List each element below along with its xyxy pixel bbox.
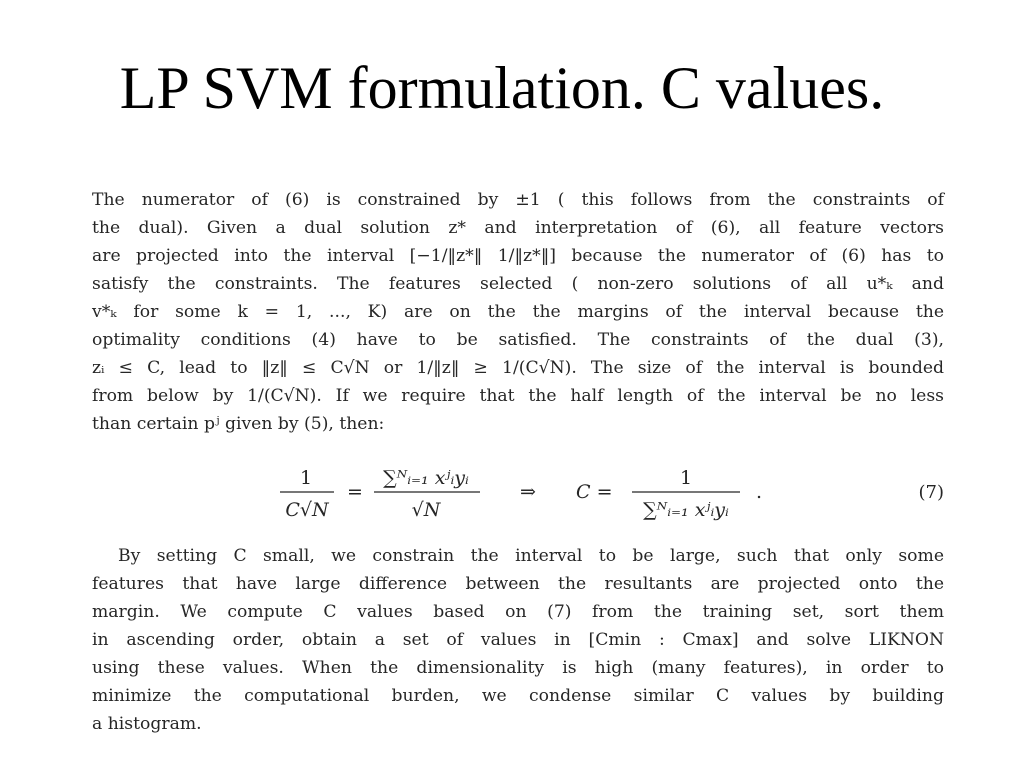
equation-7	[92, 460, 944, 530]
text-line: a histogram.	[92, 714, 202, 734]
text-line: optimality conditions (4) have to be satisfied. The constraints of the dual (3),	[92, 330, 944, 350]
text-line: from below by 1/(C√N). If we require that the half length of the interval be no less	[92, 386, 944, 406]
text-line: By setting C small, we constrain the interval to be large, such that only some	[118, 546, 944, 566]
text-line: margin. We compute C values based on (7) from the training set, sort them	[92, 602, 944, 622]
eq-implies-arrow: ⇒	[520, 481, 536, 503]
eq-rhs-numerator: 1	[679, 467, 693, 489]
eq-rhs-denominator: ∑ᴺᵢ₌₁ xʲᵢyᵢ	[643, 499, 729, 521]
eq-trailing-period: .	[756, 481, 763, 503]
eq-rhs-lead: C =	[576, 481, 613, 503]
eq-lhs-numerator: 1	[299, 467, 313, 489]
slide-title: LP SVM formulation. C values.	[119, 55, 885, 121]
text-line: The numerator of (6) is constrained by ±1 ( this follows from the constraints of	[92, 190, 944, 210]
eq-mid-numerator: ∑ᴺᵢ₌₁ xʲᵢyᵢ	[383, 467, 469, 489]
eq-equals: =	[347, 481, 363, 503]
eq-mid-denominator: √N	[411, 499, 441, 521]
text-line: the dual). Given a dual solution z* and interpretation of (6), all feature vectors	[92, 218, 944, 238]
text-line: minimize the computational burden, we condense similar C values by building	[92, 686, 944, 706]
eq-lhs-denominator: C√N	[285, 499, 329, 521]
text-line: zᵢ ≤ C, lead to ‖z‖ ≤ C√N or 1/‖z‖ ≥ 1/(C√N). The size of the interval is bounded	[92, 358, 944, 378]
text-line: in ascending order, obtain a set of values in [Cmin : Cmax] and solve LIKNON	[92, 630, 944, 650]
equation-svg	[92, 460, 944, 530]
eq-number: (7)	[918, 482, 944, 503]
text-line: using these values. When the dimensionality is high (many features), in order to	[92, 658, 944, 678]
text-line: than certain pʲ given by (5), then:	[92, 414, 385, 434]
text-line: features that have large difference between the resultants are projected onto the	[92, 574, 944, 594]
text-line: satisfy the constraints. The features selected ( non-zero solutions of all u*ₖ and	[92, 274, 944, 294]
text-line: v*ₖ for some k = 1, ..., K) are on the the margins of the interval because the	[92, 302, 944, 322]
text-line: are projected into the interval [−1/‖z*‖ 1/‖z*‖] because the numerator of (6) has to	[92, 246, 944, 266]
